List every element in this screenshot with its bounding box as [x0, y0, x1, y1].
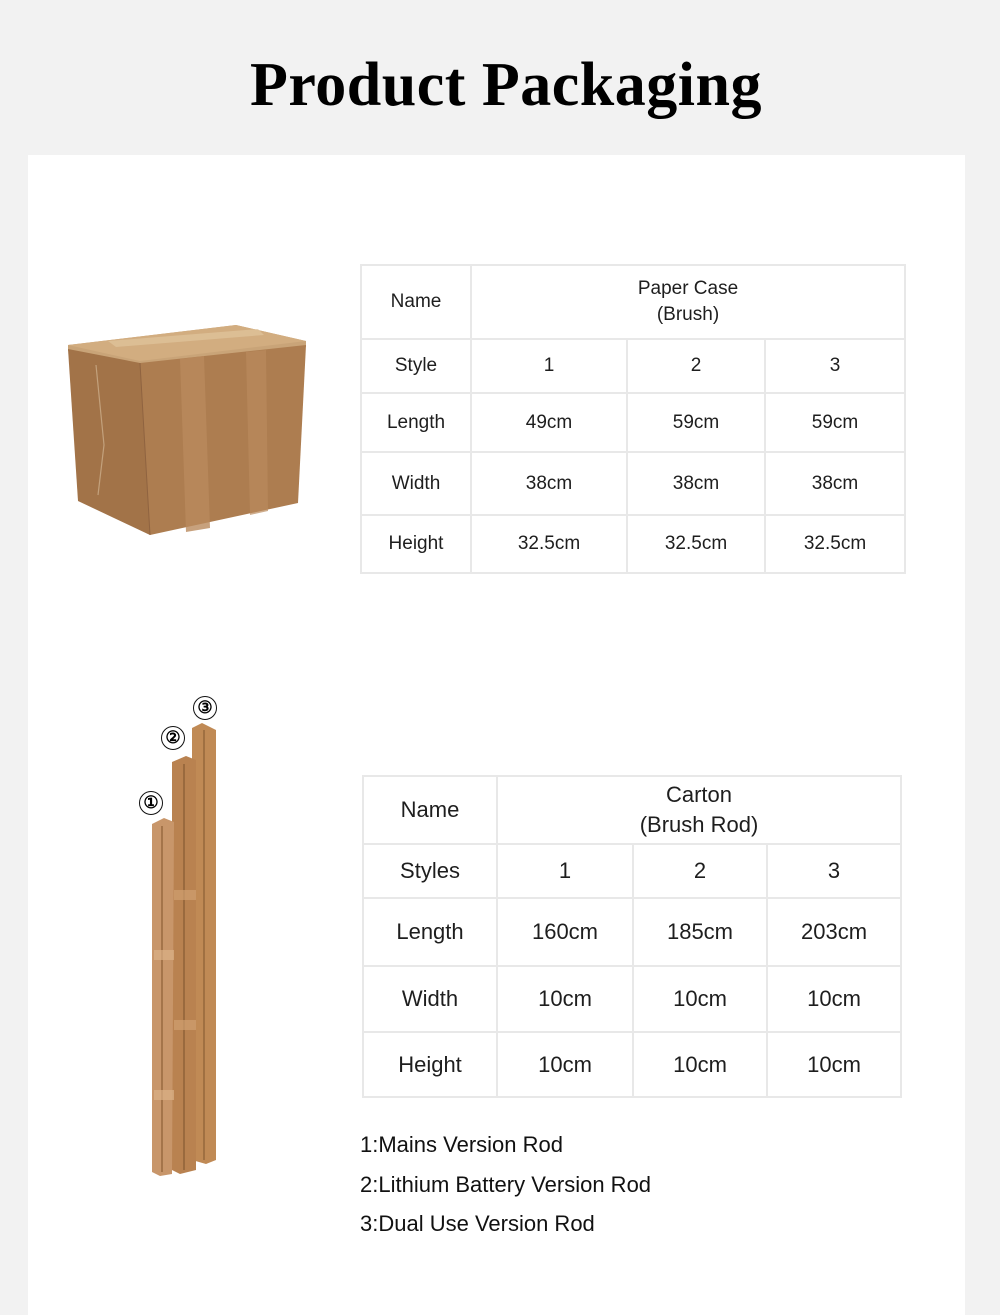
row-label: Name [363, 776, 497, 844]
package-name-cell [497, 776, 901, 844]
cell: 185cm [633, 898, 767, 966]
legend-item: 3:Dual Use Version Rod [360, 1211, 595, 1236]
row-label: Height [361, 515, 471, 573]
package-subname: (Brush Rod) [639, 812, 759, 837]
rod-1-badge: ① [139, 791, 163, 815]
table-row [363, 776, 901, 844]
cell: 10cm [497, 1032, 633, 1097]
cell: 2 [627, 339, 765, 393]
cell: 32.5cm [627, 515, 765, 573]
page-title: Product Packaging [250, 51, 762, 119]
cell: 10cm [633, 1032, 767, 1097]
cell: 2 [633, 844, 767, 898]
cell: 38cm [627, 452, 765, 515]
cell: 32.5cm [471, 515, 627, 573]
table-row [363, 898, 901, 966]
row-label: Styles [363, 844, 497, 898]
row-label: Style [361, 339, 471, 393]
cardboard-box-icon [68, 325, 308, 537]
rod-2-badge: ② [161, 726, 185, 750]
cell: 160cm [497, 898, 633, 966]
legend-item: 1:Mains Version Rod [360, 1132, 563, 1157]
row-label: Width [363, 966, 497, 1032]
table-row [361, 265, 905, 339]
cell: 49cm [471, 393, 627, 452]
table-row [361, 393, 905, 452]
carton-rods-icon [130, 690, 240, 1180]
cell: 10cm [633, 966, 767, 1032]
row-label: Name [361, 265, 471, 339]
carton-table [362, 775, 902, 1098]
row-label: Width [361, 452, 471, 515]
paper-case-table [360, 264, 906, 574]
cell: 203cm [767, 898, 901, 966]
carton-rods-illustration [130, 690, 240, 1180]
cell: 10cm [767, 966, 901, 1032]
rod-legend [360, 1128, 651, 1247]
cell: 10cm [767, 1032, 901, 1097]
package-subname: (Brush) [656, 304, 720, 325]
table-row [363, 966, 901, 1032]
cell: 3 [765, 339, 905, 393]
table-row [363, 844, 901, 898]
cell: 38cm [765, 452, 905, 515]
package-name-cell [471, 265, 905, 339]
cell: 3 [767, 844, 901, 898]
rod-3-badge: ③ [193, 696, 217, 720]
cell: 32.5cm [765, 515, 905, 573]
cell: 1 [497, 844, 633, 898]
table-row [361, 452, 905, 515]
table-row [361, 339, 905, 393]
table-row [361, 515, 905, 573]
package-name: Paper Case [637, 278, 739, 300]
row-label: Height [363, 1032, 497, 1097]
row-label: Length [363, 898, 497, 966]
cell: 10cm [497, 966, 633, 1032]
cell: 59cm [627, 393, 765, 452]
cell: 38cm [471, 452, 627, 515]
legend-item: 2:Lithium Battery Version Rod [360, 1171, 652, 1197]
cell: 59cm [765, 393, 905, 452]
cell: 1 [471, 339, 627, 393]
table-row [363, 1032, 901, 1097]
package-name: Carton [665, 782, 733, 808]
row-label: Length [361, 393, 471, 452]
